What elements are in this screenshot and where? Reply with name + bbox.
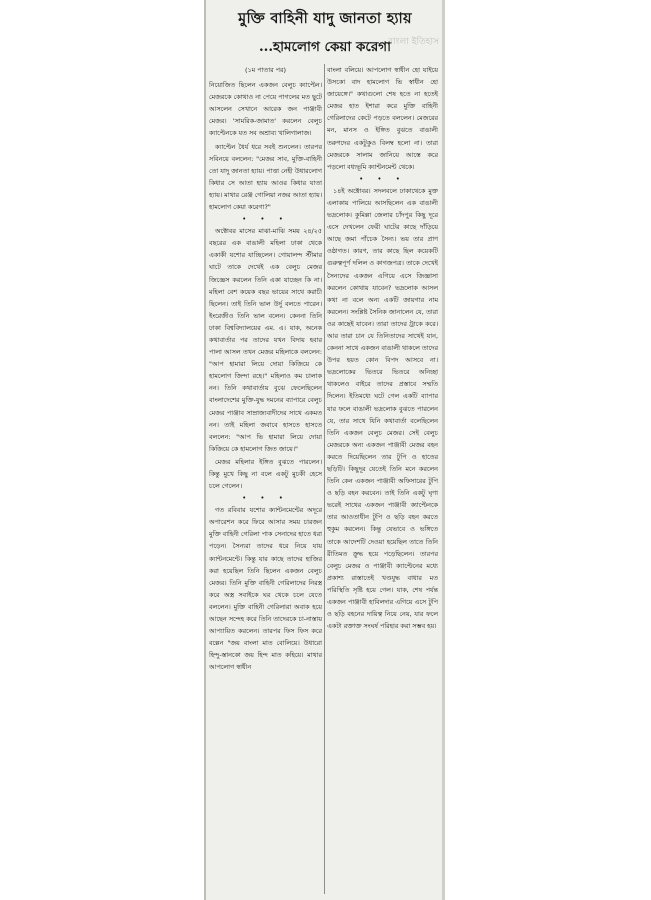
headline bbox=[212, 4, 438, 62]
clipping-left-edge bbox=[204, 0, 206, 900]
clipping-right-edge bbox=[442, 0, 445, 900]
paragraph: নিয়োজিত ছিলেন একজন বেলুচ ক্যাপ্টেন। মেজরকে কোথাও না পেয়ে পাগলের মত ছুটে আসলেন সেখানে আরেক জন পাঞ্জাবী মেজর। 'সামরিক-জামাত' করলেন বেলুচ ক্যাপ্টেনকে যত সব অশ্রাব্য খালিগালাজ। bbox=[209, 81, 322, 138]
section-separator: • • • bbox=[242, 494, 289, 503]
newspaper-clipping bbox=[204, 0, 445, 900]
show-through-text: বাংলা ইতিহাস bbox=[388, 37, 439, 47]
paragraph: অক্টোবর মাসের মাঝা-মাঝি সময় ২৪/২৫ বছরের এক বাঙালী মহিলা ঢাকা থেকে একাকী যশোর যাচ্ছিলেন। গোয়ালন্দ স্টীমার ঘাটে তাকে দেখেই এক বেলুচ মেজর জিজ্ঞেস করলেন তিনি একা যাচ্ছেন কি না। মহিলা বেশ কয়েক বছর ভায়ের সাথে করাচী ছিলেন। তাই তিনি ভাল উর্দু বলতে পারেন। ইংরেজীও তিনি ভাল বলেন। কেননা তিনি ঢাকা বিশ্ববিদ্যালয়ের এম. এ। যাক, অনেক কথাবার্তার পর তাদের যখন বিদায় হবার পালা আসল তখন মেজর মহিলাকে বললেন: "আপ হামারা লিয়ে দোয়া কিজিয়ে কে হামলোগ জিন্দা রহে।" মহিলাও কম চালাক নন। তিনি কথাবার্তায় বুঝে ফেলেছিলেন বাংলাদেশের মুক্তি-যুদ্ধ দমনের ব্যাপারে বেলুচ মেজর পাঞ্জাব সাম্রাজ্যবাদীদের সাথে একমত নন। তাই মহিলা জবাবে হাসতে হাসতে বললেন: "আপ ভি হামারা লিয়ে দোয়া কিজিয়ে কে হামলোগ জিত জায়ে।" bbox=[209, 227, 322, 453]
article-column-1 bbox=[209, 64, 322, 898]
continued-note: (১ম পাতার পর) bbox=[245, 66, 286, 74]
paragraph: গত রবিবার যশোর ক্যান্টনমেন্টের অদূরে অপারেশন করে ফিরে আসার সময় চারজন মুক্তি বাহিনী গেরিলা পাক সেনাদের হাতে ধরা পড়েন। সৈন্যরা তাদের ধরে নিয়ে যায় ক্যান্টনমেন্টে। কিন্তু যার কাছে তাদের হাজির করা হয়েছিল তিনি ছিলেন একজন বেলুচ মেজর। তিনি মুক্তি বাহিনী গেরিলাদের নিরস্ত্র করে অস্ত্র সবাইকে ঘর থেকে চলে যেতে বললেন। মুক্তি বাহিনী গেরিলারা অবাক হয়ে আছেন সন্দেহ করে তিনি তাদেরকে চা-নাস্তায় আপ্যায়িত করলেন। তারপর ফিস ফিস করে বল্লেন "জয় বাংলা মাত বোলিয়ে। উধারো হিন্দু-স্তানকো জয় হিন্দ মাত কহিয়ে। মাথার আপলোগ স্বাধীন bbox=[209, 506, 322, 672]
headline-line-1: মুক্তি বাহিনী যাদু জানতা হ্যায় bbox=[238, 10, 412, 27]
paragraph: বাংলা বলিয়ে। আপলোগ স্বাধীন হো যাইয়ে উসকো বাদ হামলোগ ভি স্বাধীন হো জায়েঙ্গে।" কথাগুলো শেষ হতে না হতেই মেজর হাত ইশারা করে মুক্তি বাহিনী গেরিলাদের কেটে পড়তে বললেন। মেজরের মন, মানস ও ইঙ্গিত বুঝতে বাঙালী তরুণদের একটুকুও বিলম্ব হলো না। তারা মেজরকে সালাম জানিয়ে আস্তে করে পড়লো বধ্যভূমি ক্যান্টনমেন্ট থেকে। bbox=[327, 66, 438, 171]
paragraph: মেজর মহিলার ইঙ্গিত বুঝতে পারলেন। কিন্তু মুখে কিছু না বলে একটু মুচকী হেসে চলে গেলেন। bbox=[209, 457, 322, 491]
paragraph: ক্যাপ্টেন ধৈর্য ধরে সবই শুনলেন। তারপর সবিনয়ে বললেন: "মেজর সাব, মুক্তি-বাহিনী তো যাদু জানতা হ্যায়। পাত্তা নেহী উধারলোগ কিধার সে আতা হ্যায় আওর কিধার যাতা হ্যায়। মাথার রেঞ্জ গোলিয়া নজর আতা হ্যায়। হামলোগ কেয়া করেগা?" bbox=[209, 142, 322, 212]
column-divider bbox=[324, 64, 325, 894]
section-separator: • • • bbox=[242, 215, 289, 224]
section-separator: • • • bbox=[359, 174, 406, 183]
headline-line-2: ...হামলোগ কেয়া করেগা bbox=[258, 39, 392, 55]
paragraph: ১৪ই অক্টোবর। সদলবলে ঢাকাথেকে মুক্ত এলাকায় পালিয়ে আসছিলেন এক বাঙালী ভদ্রলোক। কুমিল্লা জেলার চাঁদপুর কিছু দূরে এসে দেখলেন ফেরী ঘাটের কাছে দাঁড়িয়ে আছে জমা পাঁচেক সৈন্য। ভয় তার প্রাণ ওষ্ঠাগত। কারণ, তার কাছে ছিল কয়েকটি গুরুত্বপূর্ণ দলিল ও কাগজপত্র। তাকে দেখেই সৈন্যদের একজন এগিয়ে এসে জিজ্ঞাসা করলেন কোথায় যাবেন? ভদ্রলোক আসল কথা না বলে অন্য একটি জায়গার নাম করলেন। সংশ্লিষ্ট সৈনিক জানালেন যে, তারা ওর কাছেই যাবেন। তারা তাদের ট্রাকে করে। আর তারা চান যে তিনিতাদের সাথেই যান, কেননা সাথে একজন বাঙালী থাকলে তাদের উপর হয়ত কোন বিপদ আসবে না। ভদ্রলোকের ভিতরে ভিতরে অনিচ্ছা থাকলেও বাইরে তাদের প্রস্তাবে সম্মতি দিলেন। ইতিমধ্যে ঘটে গেল একটি ব্যাপার যার ফলে বাঙালী ভদ্রলোক বুঝতে পারলেন যে, তার সাথে যিনি কথাবার্তা বলেছিলেন তিনি একজন বেলুচ মেজর। সেই বেলুচ মেজরকে অন্য একজন পাঞ্জাবী মেজর বহন করতে দিয়েছিলেন তার টুপি ও হাতের ছড়িটি। কিছুদূর যেতেই তিনি মনে করলেন তিনি কেন একজন পাঞ্জাবী অফিসারের টুপি ও ছড়ি বহন করবেন। তাই তিনি একটু ঘৃণা ভরেই সাথের একজন পাঞ্জাবী ক্যাপ্টেনকে তার আওতাধীন টুপি ও ছড়ি বহন করতে হুকুম করলেন। কিন্তু যেভাবে ও ভঙ্গিতে তাকে আদেশটি দেওয়া হয়েছিল তাতে তিনি রীতিমত ক্রুদ্ধ হয়ে পড়েছিলেন। তারপর বেলুচ মেজর ও পাঞ্জাবী ক্যাপ্টেনের মধ্যে প্রকাশ্য রাস্তাতেই খণ্ডযুদ্ধ বাধার মত পরিস্থিতি সৃষ্টি হয়ে গেল। যাক, শেষ পর্যন্ত একজন পাঞ্জাবী হাবিলদার এগিয়ে এসে টুপি ও ছড়ি বহনের দায়িত্ব নিয়ে নেয়, যার ফলে একটা রক্তাক্ত সংঘর্ষ পরিহার করা সম্ভব হয়। bbox=[327, 186, 438, 631]
article-column-2 bbox=[327, 64, 438, 898]
